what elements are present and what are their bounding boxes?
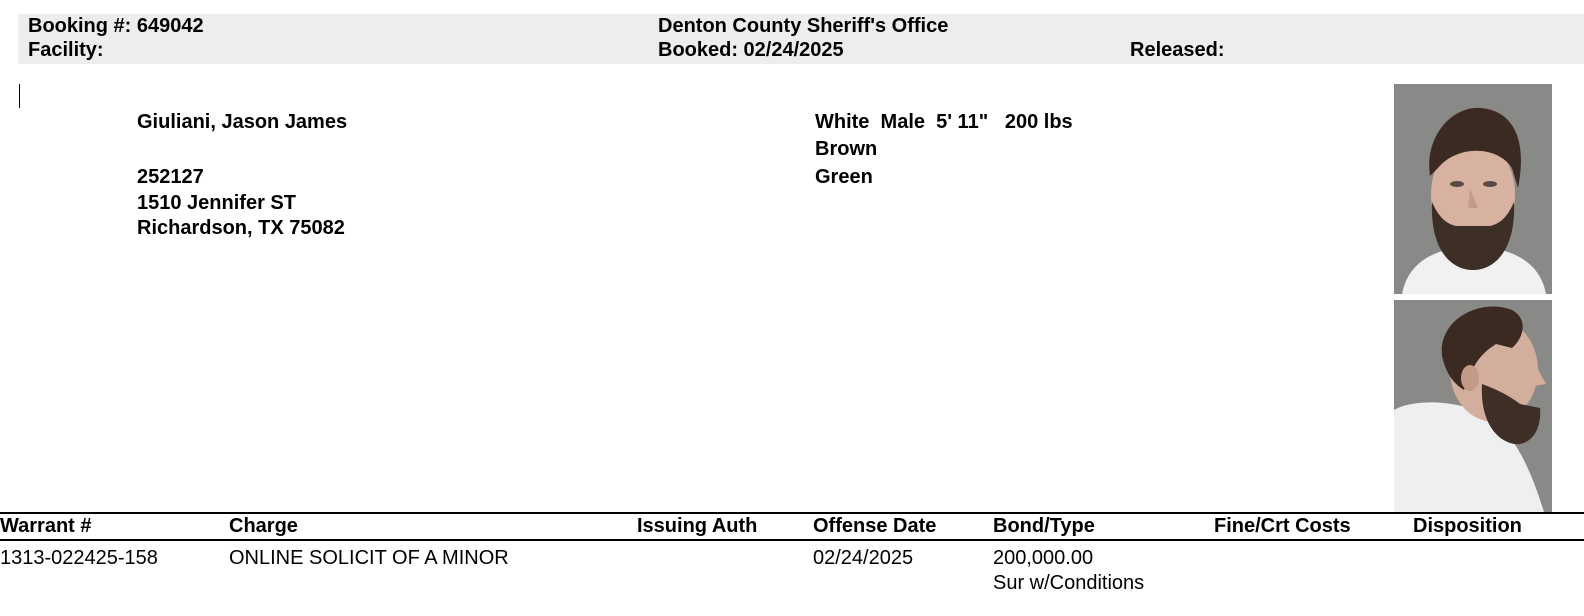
address-line-1: 1510 Jennifer ST — [137, 192, 296, 214]
booked-date: Booked: 02/24/2025 — [658, 39, 844, 61]
col-warrant: Warrant # — [0, 515, 92, 537]
physical-description: White Male 5' 11" 200 lbs — [815, 111, 1073, 133]
warrant-number: 1313-022425-158 — [0, 547, 158, 569]
subject-name: Giuliani, Jason James — [137, 111, 348, 133]
table-header-rule — [0, 539, 1584, 541]
offense-date: 02/24/2025 — [813, 547, 914, 569]
col-issuing-auth: Issuing Auth — [637, 515, 758, 537]
charge-description: ONLINE SOLICIT OF A MINOR — [229, 547, 509, 569]
mugshot-profile-photo — [1394, 300, 1552, 512]
col-disposition: Disposition — [1413, 515, 1522, 537]
bond-amount: 200,000.00 — [993, 547, 1094, 569]
facility-label: Facility: — [28, 39, 104, 61]
subject-id: 252127 — [137, 166, 204, 188]
mugshot-front-photo — [1394, 84, 1552, 294]
address-line-2: Richardson, TX 75082 — [137, 217, 345, 239]
col-offense-date: Offense Date — [813, 515, 937, 537]
text-cursor — [19, 84, 20, 108]
col-bond-type: Bond/Type — [993, 515, 1095, 537]
hair-color: Brown — [815, 138, 878, 160]
booking-number: Booking #: 649042 — [28, 15, 204, 37]
col-charge: Charge — [229, 515, 298, 537]
eye-color: Green — [815, 166, 873, 188]
agency-name: Denton County Sheriff's Office — [658, 15, 949, 37]
col-fine-costs: Fine/Crt Costs — [1214, 515, 1351, 537]
released-label: Released: — [1130, 39, 1225, 61]
bond-type: Sur w/Conditions — [993, 572, 1145, 594]
